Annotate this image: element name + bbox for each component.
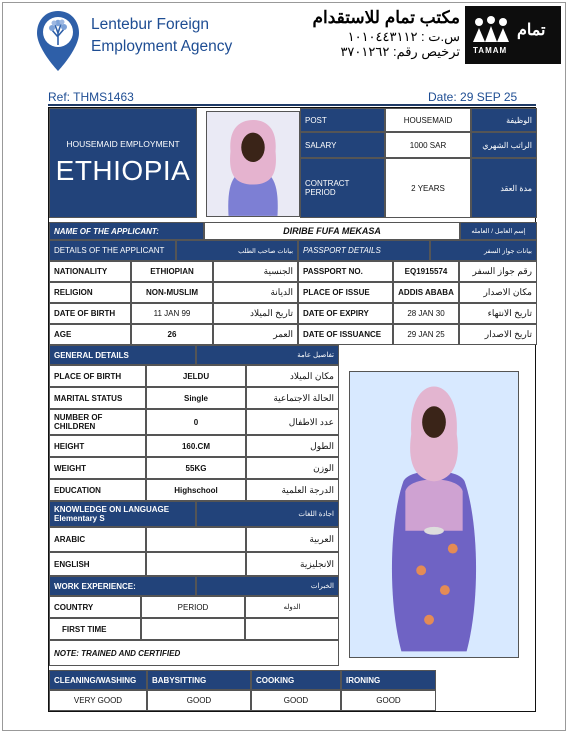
arabic-office-name: مكتب تمام للاستقدام — [312, 8, 460, 27]
arabic-cr-number: س.ت : ١٠١٠٤٤٣١١٢ — [347, 29, 460, 44]
skill-value-babysitting: GOOD — [147, 690, 251, 711]
children-label — [49, 409, 146, 435]
passport-details-header: PASSPORT DETAILS — [298, 240, 430, 261]
dob-value: 11 JAN 99 — [131, 303, 213, 324]
employment-label: HOUSEMAID EMPLOYMENT — [66, 139, 180, 149]
skill-header-cooking: COOKING — [251, 670, 341, 690]
date-of-expiry-label-ar: تاريخ الانتهاء — [459, 303, 537, 324]
place-of-issue-label-ar: مكان الاصدار — [459, 282, 537, 303]
children-label-line1: NUMBER OF — [54, 413, 103, 422]
contract-period-label — [300, 158, 385, 218]
salary-value: 1000 SAR — [385, 132, 471, 158]
religion-label: RELIGION — [49, 282, 131, 303]
date-of-issuance-value: 29 JAN 25 — [393, 324, 459, 345]
applicant-details-header: DETAILS OF THE APPLICANT — [49, 240, 176, 261]
education-label-ar: الدرجة العلمية — [246, 479, 339, 501]
date-of-issuance-label: DATE OF ISSUANCE — [298, 324, 393, 345]
agency-name-line1: Lentebur Foreign — [91, 16, 210, 33]
skill-header-cleaning: CLEANING/WASHING — [49, 670, 147, 690]
tamam-people-icon — [465, 6, 561, 64]
date-of-expiry-label: DATE OF EXPIRY — [298, 303, 393, 324]
applicant-details-header-ar: بيانات صاحب الطلب — [176, 240, 298, 261]
employment-title-block — [49, 108, 197, 218]
salary-label: SALARY — [300, 132, 385, 158]
work-experience-header: WORK EXPERIENCE: — [49, 576, 196, 596]
tamam-logo-en: TAMAM — [473, 46, 508, 55]
weight-label: WEIGHT — [49, 457, 146, 479]
height-label: HEIGHT — [49, 435, 146, 457]
weight-label-ar: الوزن — [246, 457, 339, 479]
arabic-language-label: ARABIC — [49, 527, 146, 552]
contract-period-value: 2 YEARS — [385, 158, 471, 218]
place-of-birth-label: PLACE OF BIRTH — [49, 365, 146, 387]
portrait-figure — [207, 112, 299, 216]
education-value: Highschool — [146, 479, 246, 501]
skill-value-ironing: GOOD — [341, 690, 436, 711]
cv-form — [48, 107, 536, 712]
salary-label-ar: الراتب الشهري — [471, 132, 537, 158]
date-of-expiry-value: 28 JAN 30 — [393, 303, 459, 324]
skill-header-babysitting: BABYSITTING — [147, 670, 251, 690]
applicant-full-body-photo — [349, 371, 519, 658]
skill-value-cleaning: VERY GOOD — [49, 690, 147, 711]
language-header — [49, 501, 196, 527]
dob-label: DATE OF BIRTH — [49, 303, 131, 324]
marital-status-value: Single — [146, 387, 246, 409]
arabic-license-number: ترخيص رقم: ٣٧٠١٢٦٢ — [340, 44, 460, 59]
note-row: NOTE: TRAINED AND CERTIFIED — [49, 640, 339, 666]
place-of-birth-label-ar: مكان الميلاد — [246, 365, 339, 387]
skill-header-ironing: IRONING — [341, 670, 436, 690]
education-label: EDUCATION — [49, 479, 146, 501]
document-date: Date: 29 SEP 25 — [428, 90, 518, 104]
nationality-label: NATIONALITY — [49, 261, 131, 282]
work-period-label: PERIOD — [141, 596, 245, 618]
english-language-label: ENGLISH — [49, 552, 146, 576]
language-header-ar: اجادة اللغات — [196, 501, 339, 527]
passport-details-header-ar: بيانات جواز السفر — [430, 240, 537, 261]
agency-logo-icon — [35, 9, 81, 73]
skill-value-cooking: GOOD — [251, 690, 341, 711]
children-label-line2: CHILDREN — [54, 422, 96, 431]
reference-number: Ref: THMS1463 — [48, 90, 134, 104]
language-level: Elementary S — [54, 514, 105, 523]
general-details-header-ar: تفاصيل عامة — [196, 345, 339, 365]
applicant-portrait-photo — [206, 111, 300, 217]
place-of-issue-label: PLACE OF ISSUE — [298, 282, 393, 303]
full-body-figure — [350, 372, 518, 657]
language-header-label: KNOWLEDGE ON LANGUAGE — [54, 505, 170, 514]
work-experience-header-ar: الخبرات — [196, 576, 339, 596]
passport-no-label-ar: رقم جواز السفر — [459, 261, 537, 282]
post-label-ar: الوظيفة — [471, 108, 537, 132]
contract-label-line1: CONTRACT — [305, 179, 350, 188]
age-label: AGE — [49, 324, 131, 345]
children-label-ar: عدد الاطفال — [246, 409, 339, 435]
place-of-birth-value: JELDU — [146, 365, 246, 387]
general-details-header: GENERAL DETAILS — [49, 345, 196, 365]
marital-status-label: MARITAL STATUS — [49, 387, 146, 409]
header-divider — [48, 104, 536, 106]
english-language-label-ar: الانجليزية — [246, 552, 339, 576]
dob-label-ar: تاريخ الميلاد — [213, 303, 298, 324]
age-value: 26 — [131, 324, 213, 345]
arabic-language-label-ar: العربية — [246, 527, 339, 552]
applicant-name-value: DIRIBE FUFA MEKASA — [204, 222, 460, 240]
passport-no-value: EQ1915574 — [393, 261, 459, 282]
first-time-period — [141, 618, 245, 640]
nationality-label-ar: الجنسية — [213, 261, 298, 282]
tamam-logo — [465, 6, 561, 64]
passport-no-label: PASSPORT NO. — [298, 261, 393, 282]
age-label-ar: العمر — [213, 324, 298, 345]
post-label: POST — [300, 108, 385, 132]
children-value: 0 — [146, 409, 246, 435]
date-of-issuance-label-ar: تاريخ الاصدار — [459, 324, 537, 345]
contract-period-label-ar: مدة العقد — [471, 158, 537, 218]
work-country-label: COUNTRY — [49, 596, 141, 618]
height-label-ar: الطول — [246, 435, 339, 457]
contract-label-line2: PERIOD — [305, 188, 336, 197]
applicant-name-label: NAME OF THE APPLICANT: — [49, 222, 204, 240]
agency-name — [91, 14, 232, 58]
marital-status-label-ar: الحالة الاجتماعية — [246, 387, 339, 409]
agency-name-line2: Employment Agency — [91, 38, 233, 55]
place-of-issue-value: ADDIS ABABA — [393, 282, 459, 303]
height-value: 160.CM — [146, 435, 246, 457]
work-country-label-ar: الدوله — [245, 596, 339, 618]
first-time-country — [245, 618, 339, 640]
applicant-name-label-ar: إسم العامل / العامله — [460, 222, 537, 240]
arabic-language-value — [146, 527, 246, 552]
country-title: ETHIOPIA — [55, 155, 191, 186]
weight-value: 55KG — [146, 457, 246, 479]
religion-value: NON-MUSLIM — [131, 282, 213, 303]
english-language-value — [146, 552, 246, 576]
nationality-value: ETHIOPIAN — [131, 261, 213, 282]
tamam-logo-ar: تمام — [517, 22, 546, 39]
post-value: HOUSEMAID — [385, 108, 471, 132]
first-time-label: FIRST TIME — [49, 618, 141, 640]
religion-label-ar: الديانة — [213, 282, 298, 303]
